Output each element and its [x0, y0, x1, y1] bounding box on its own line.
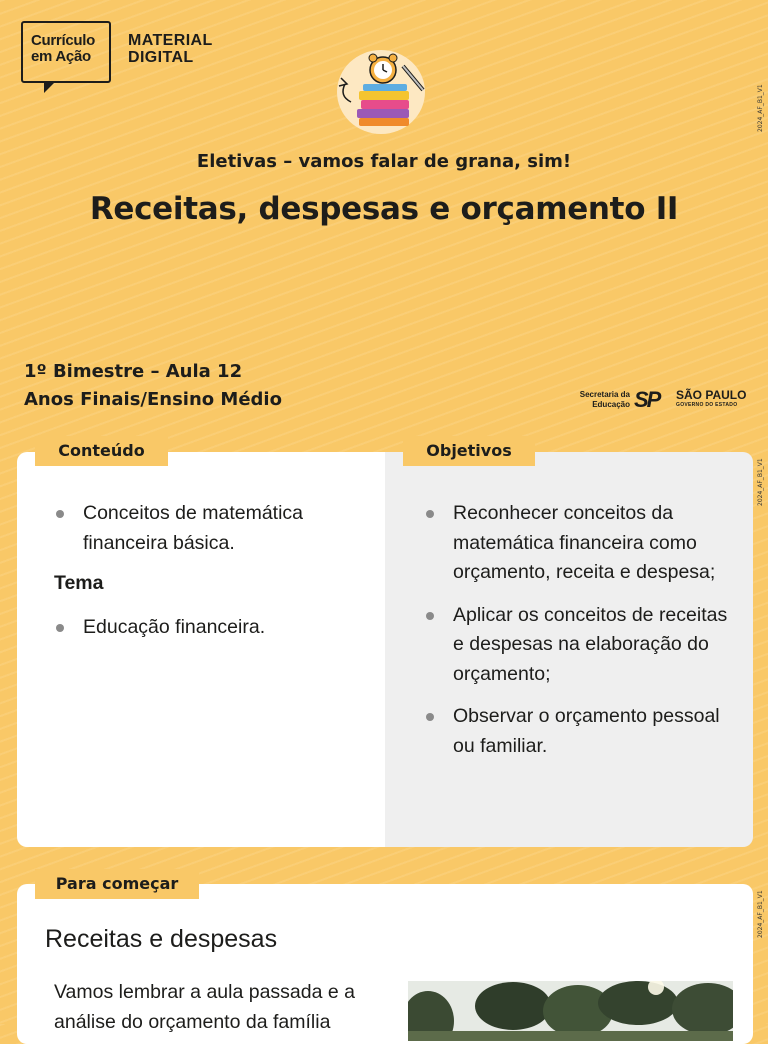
list-item: [54, 499, 354, 558]
tema-label: Tema: [54, 572, 104, 594]
subtitle: Eletivas – vamos falar de grana, sim!: [196, 151, 572, 172]
government-label: GOVERNO DO ESTADO: [676, 402, 738, 408]
lesson-level: Anos Finais/Ensino Médio: [24, 389, 282, 410]
lesson-meta: [24, 358, 282, 414]
material-line2: DIGITAL: [128, 49, 194, 66]
list-item-text: Aplicar os conceitos de receitas e despesas na elaboração do orçamento;: [453, 603, 728, 685]
list-item: [424, 499, 734, 588]
page-title: Receitas, despesas e orçamento II: [89, 191, 679, 227]
logo-speech-tail: [44, 81, 56, 93]
list-item-text: Educação financeira.: [83, 616, 266, 638]
side-code: 2024_AF_B1_V1: [757, 890, 764, 938]
bullet-icon: [56, 624, 64, 632]
secretaria-line2: Educação: [592, 400, 630, 409]
secretaria-line1: Secretaria da: [579, 390, 630, 399]
state-name: [676, 389, 746, 409]
tema-list: [54, 613, 354, 643]
bullet-icon: [426, 713, 434, 721]
list-item: [54, 613, 354, 643]
lesson-term: 1º Bimestre – Aula 12: [24, 361, 243, 382]
list-item-text: Observar o orçamento pessoal ou familiar.: [453, 705, 720, 757]
material-digital-label: [128, 32, 213, 66]
tab-objetivos: Objetivos: [403, 436, 535, 466]
bullet-icon: [426, 612, 434, 620]
material-line1: MATERIAL: [128, 32, 213, 49]
logo-line2: em Ação: [31, 48, 91, 65]
list-item-text: Reconhecer conceitos da matemática financeira como orçamento, receita e despesa;: [453, 502, 716, 583]
tab-conteudo: Conteúdo: [35, 436, 168, 466]
intro-text: Vamos lembrar a aula passada e a análise do orçamento da família: [54, 981, 355, 1033]
outdoor-photo: [408, 981, 733, 1041]
books-clock-illustration: [335, 44, 433, 136]
secretaria-label: [572, 390, 630, 410]
sp-mark: SP: [634, 387, 660, 412]
side-code: 2024_AF_B1_V1: [757, 84, 764, 132]
side-code: 2024_AF_B1_V1: [757, 458, 764, 506]
objetivos-list: [424, 499, 734, 774]
bullet-icon: [426, 510, 434, 518]
state-label: SÃO PAULO: [676, 388, 747, 402]
curriculo-em-acao-logo: [21, 21, 111, 83]
list-item: [424, 702, 734, 761]
section-heading: Receitas e despesas: [45, 925, 278, 953]
logo-line1: Currículo: [31, 32, 95, 49]
conteudo-list: [54, 499, 354, 558]
list-item-text: Conceitos de matemática financeira básica.: [83, 502, 304, 554]
tab-para-comecar: Para começar: [35, 869, 199, 899]
list-item: [424, 601, 734, 690]
bullet-icon: [56, 510, 64, 518]
